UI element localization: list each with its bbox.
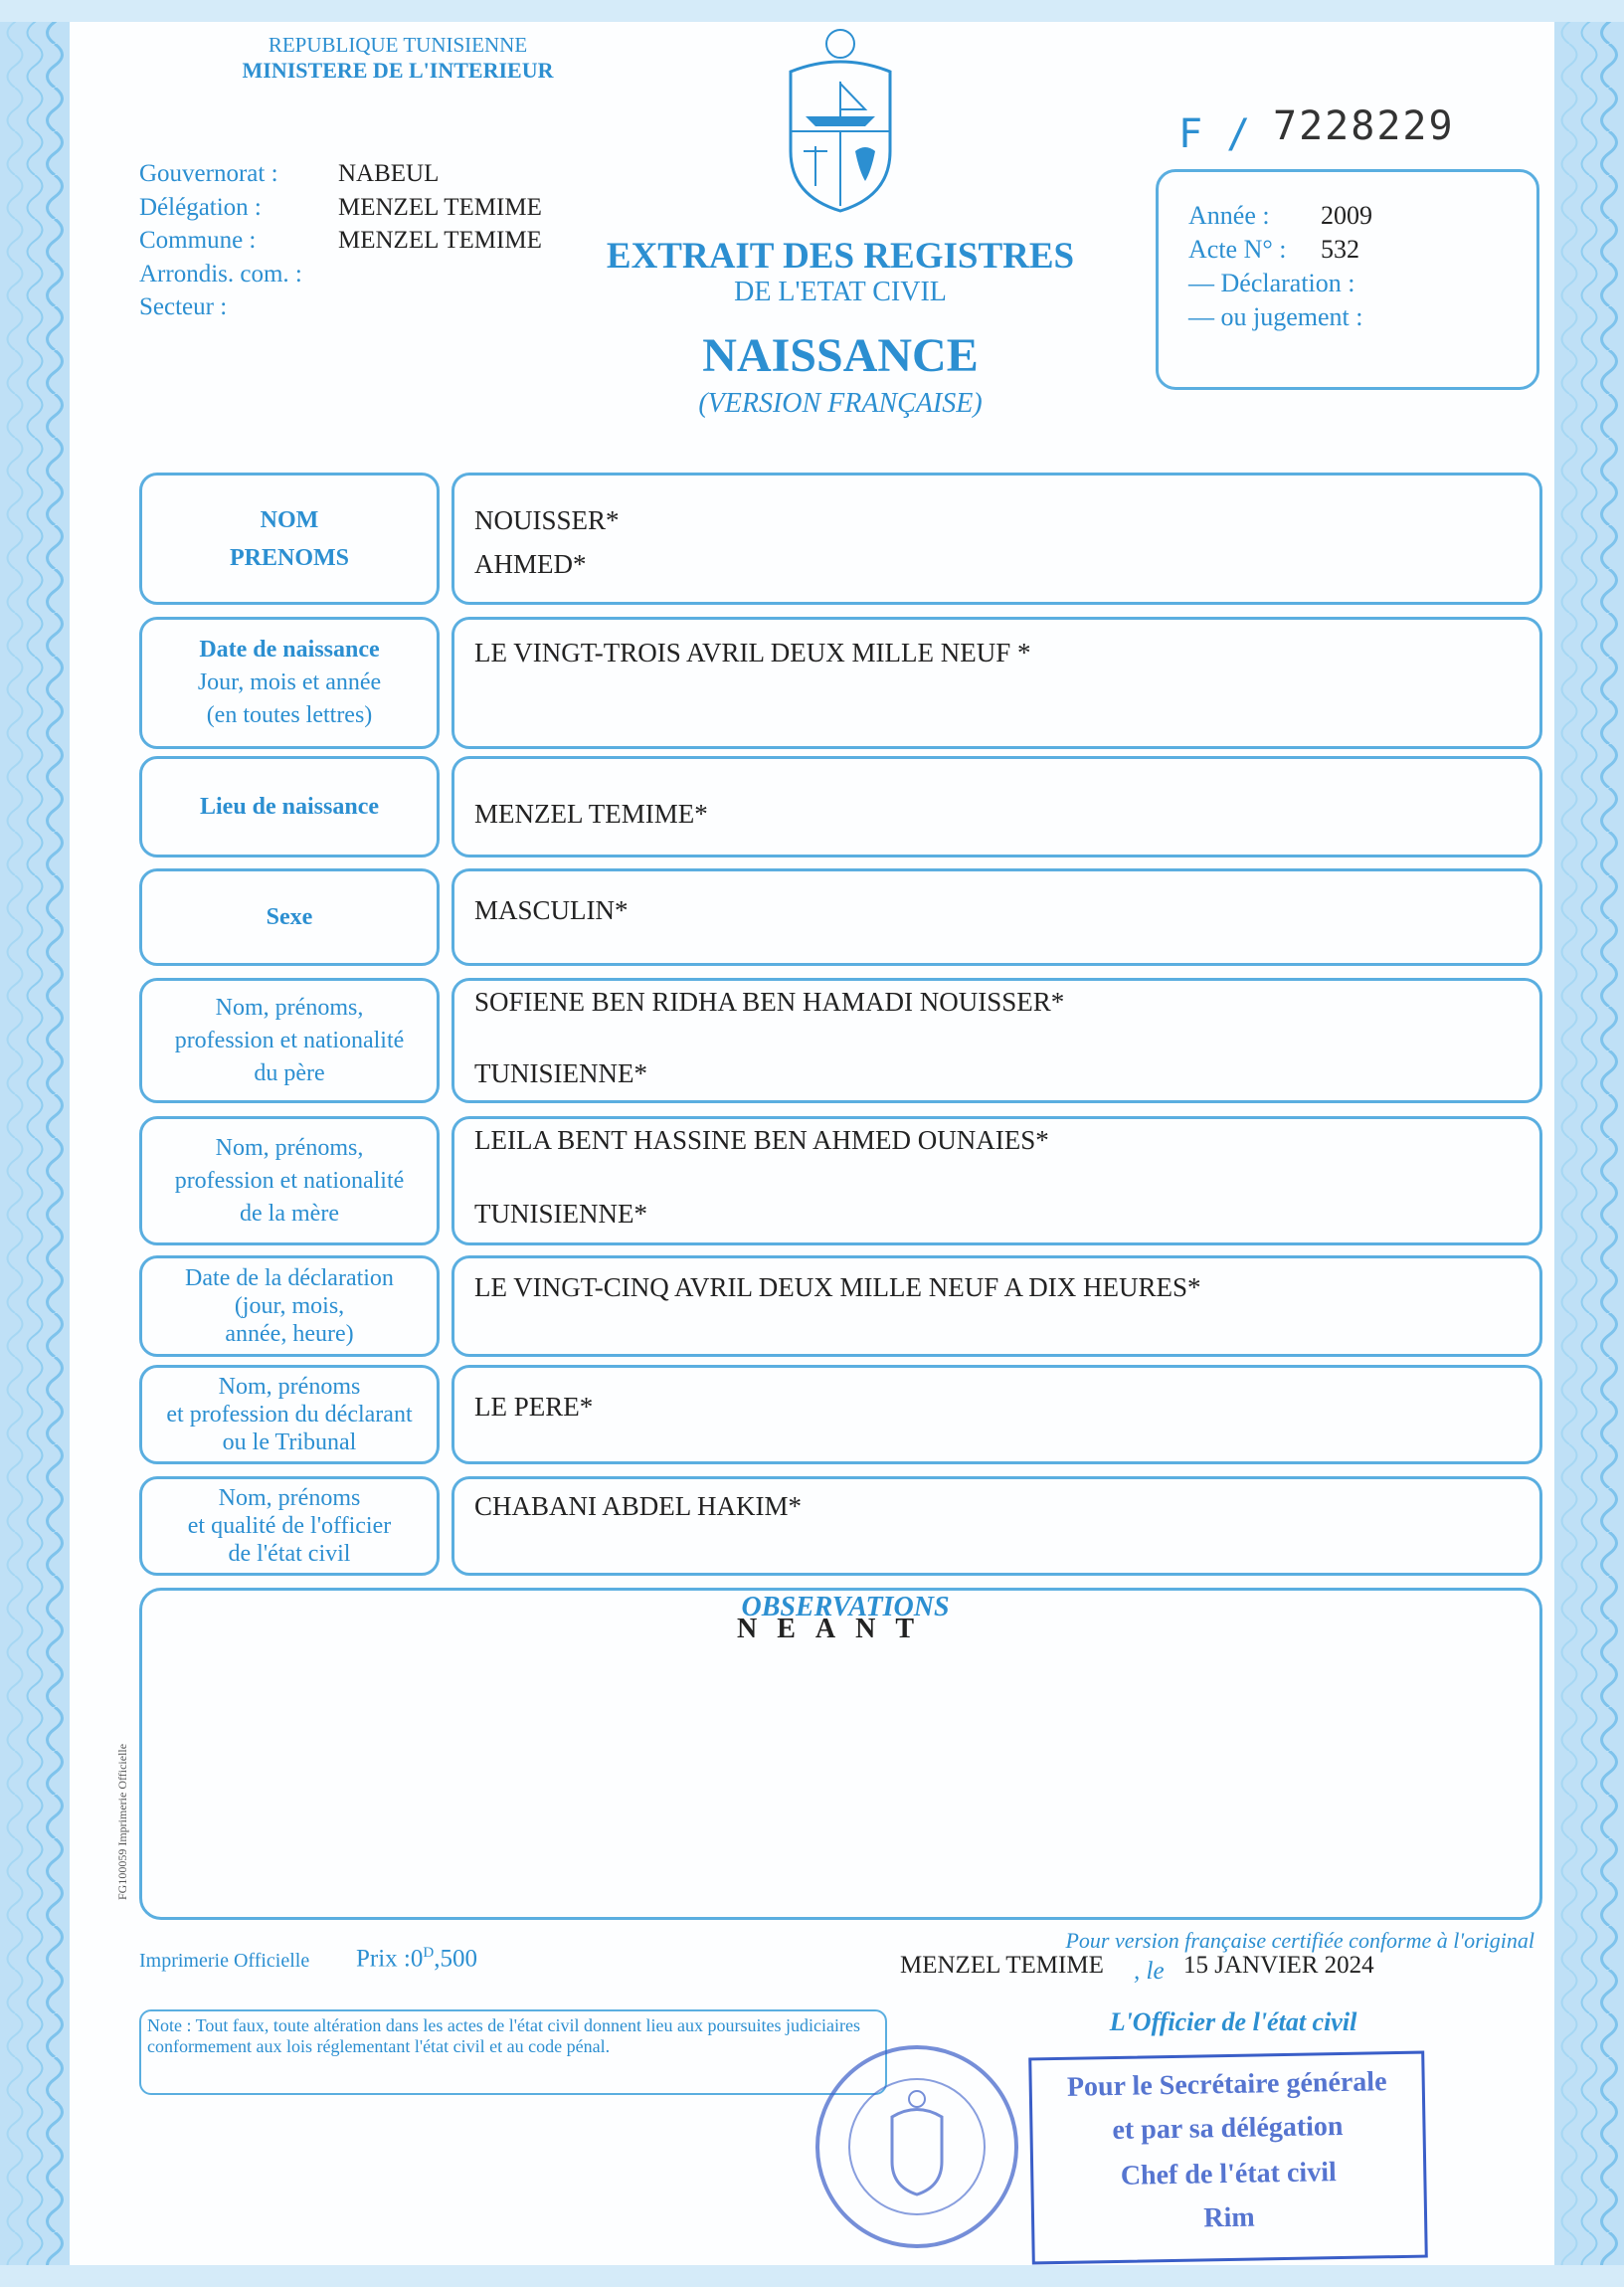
pere-label-3: du père <box>254 1059 325 1086</box>
document-subtitle: DE L'ETAT CIVIL <box>734 277 947 307</box>
officier-value <box>451 1476 1542 1576</box>
mere-label-3: de la mère <box>240 1200 339 1227</box>
pere-value <box>451 978 1542 1103</box>
declaration-label-1: Date de la déclaration <box>185 1265 394 1291</box>
date-naissance-label-title: Date de naissance <box>199 637 380 663</box>
officier-label-3: de l'état civil <box>228 1541 351 1567</box>
delegation-label: Délégation : <box>139 193 262 221</box>
declarant-label-2: et profession du déclarant <box>166 1402 413 1428</box>
sexe-text: MASCULIN* <box>474 895 629 925</box>
date-naissance-value <box>451 617 1542 749</box>
legal-note: Note : Tout faux, toute altération dans les actes de l'état civil donnent lieu aux poursuites judiciaires conformement aux lois réglementant l'état civil et au code pénal. <box>147 2015 860 2056</box>
nom-prenoms-label <box>139 473 440 605</box>
declarant-text: LE PERE* <box>474 1392 594 1422</box>
round-stamp-icon <box>808 2037 1026 2256</box>
date-naissance-text: LE VINGT-TROIS AVRIL DEUX MILLE NEUF * <box>474 638 1031 667</box>
stamp-line-2: et par sa délégation <box>1112 2110 1344 2147</box>
commune-value: MENZEL TEMIME <box>338 227 542 254</box>
mere-label-1: Nom, prénoms, <box>215 1134 364 1161</box>
secteur-label: Secteur : <box>139 293 228 320</box>
prenoms-value: AHMED* <box>474 549 587 579</box>
pere-nationality: TUNISIENNE* <box>474 1058 647 1088</box>
issue-le: , le <box>1134 1958 1165 1985</box>
observations-title: OBSERVATIONS <box>741 1592 950 1622</box>
issue-date: 15 JANVIER 2024 <box>1183 1952 1374 1979</box>
price-sup: D <box>423 1945 435 1961</box>
right-decorative-border <box>1554 0 1624 2287</box>
republic-name: REPUBLIQUE TUNISIENNE <box>268 33 528 57</box>
declaration-date-label <box>139 1255 440 1357</box>
price-suffix: ,500 <box>434 1945 477 1973</box>
sexe-label: Sexe <box>139 868 440 966</box>
gouvernorat-label: Gouvernorat : <box>139 160 278 187</box>
officier-title: L'Officier de l'état civil <box>1109 2007 1357 2036</box>
print-code: FG100059 Imprimerie Officielle <box>115 1743 129 1900</box>
stamp-line-3: Chef de l'état civil <box>1120 2157 1338 2192</box>
nom-value: NOUISSER* <box>474 505 620 535</box>
document-title: EXTRAIT DES REGISTRES <box>606 236 1075 277</box>
left-decorative-border <box>0 0 70 2287</box>
official-stamp <box>1028 2051 1428 2265</box>
acte-values <box>1321 199 1372 267</box>
stamp-line-1: Pour le Secrétaire générale <box>1066 2066 1387 2103</box>
price-prefix: Prix :0 <box>356 1945 424 1973</box>
jugement-label: — ou jugement : <box>1188 302 1363 331</box>
arrondissement-label: Arrondis. com. : <box>139 260 302 287</box>
stamp-line-4: Rim <box>1203 2201 1255 2234</box>
mere-value <box>451 1116 1542 1245</box>
sexe-value <box>451 868 1542 966</box>
officier-label-2: et qualité de l'officier <box>187 1513 392 1539</box>
observations-value: NEANT <box>736 1614 934 1644</box>
mere-name: LEILA BENT HASSINE BEN AHMED OUNAIES* <box>474 1125 1049 1155</box>
mere-label <box>139 1116 440 1245</box>
declaration-date-value <box>451 1255 1542 1357</box>
lieu-naissance-text: MENZEL TEMIME* <box>474 799 708 829</box>
lieu-naissance-value <box>451 756 1542 858</box>
pere-label-2: profession et nationalité <box>174 1027 405 1053</box>
certification-text: Pour version française certifiée conforme à l'original <box>1065 1928 1534 1953</box>
admin-values <box>338 157 542 258</box>
admin-labels <box>139 157 302 324</box>
imprimerie-label: Imprimerie Officielle <box>139 1950 310 1972</box>
prenoms-label: PRENOMS <box>230 544 349 571</box>
mere-nationality: TUNISIENNE* <box>474 1199 647 1229</box>
nom-prenoms-value <box>451 473 1542 605</box>
annee-label: Année : <box>1188 201 1270 230</box>
price <box>356 1945 477 1973</box>
declaration-label-3: année, heure) <box>225 1321 354 1347</box>
date-naissance-label-sub2: (en toutes lettres) <box>206 702 373 728</box>
declarant-label <box>139 1365 440 1464</box>
declaration-label: — Déclaration : <box>1188 269 1355 297</box>
bottom-decorative-border <box>0 2265 1624 2287</box>
pere-label-1: Nom, prénoms, <box>215 994 364 1021</box>
header-block <box>219 32 577 84</box>
declarant-label-3: ou le Tribunal <box>222 1429 357 1455</box>
mere-label-2: profession et nationalité <box>174 1167 405 1194</box>
pere-name: SOFIENE BEN RIDHA BEN HAMADI NOUISSER* <box>474 987 1065 1017</box>
declaration-date-text: LE VINGT-CINQ AVRIL DEUX MILLE NEUF A DIX HEURES* <box>474 1272 1201 1302</box>
coat-of-arms-icon <box>776 22 905 221</box>
officier-text: CHABANI ABDEL HAKIM* <box>474 1491 802 1521</box>
acte-number-label: Acte N° : <box>1188 235 1287 264</box>
document-type: NAISSANCE <box>702 329 979 382</box>
ministry-name: MINISTERE DE L'INTERIEUR <box>242 58 554 83</box>
gouvernorat-value: NABEUL <box>338 160 440 187</box>
date-naissance-label-sub1: Jour, mois et année <box>197 669 382 695</box>
issue-place: MENZEL TEMIME <box>900 1952 1104 1979</box>
top-decorative-border <box>0 0 1624 22</box>
nom-label: NOM <box>260 506 319 533</box>
delegation-value: MENZEL TEMIME <box>338 193 542 221</box>
acte-number-value: 532 <box>1321 235 1359 264</box>
officier-label-1: Nom, prénoms <box>218 1485 361 1511</box>
officier-label <box>139 1476 440 1576</box>
annee-value: 2009 <box>1321 201 1372 230</box>
lieu-naissance-label: Lieu de naissance <box>139 756 440 858</box>
serial-number: 7228229 <box>1273 103 1455 149</box>
declaration-label-2: (jour, mois, <box>234 1293 345 1319</box>
commune-label: Commune : <box>139 227 257 254</box>
pere-label <box>139 978 440 1103</box>
declarant-label-1: Nom, prénoms <box>218 1374 361 1400</box>
serial-prefix: F / <box>1178 111 1251 157</box>
document-version: (VERSION FRANÇAISE) <box>698 388 983 419</box>
declarant-value <box>451 1365 1542 1464</box>
date-naissance-label <box>139 617 440 749</box>
